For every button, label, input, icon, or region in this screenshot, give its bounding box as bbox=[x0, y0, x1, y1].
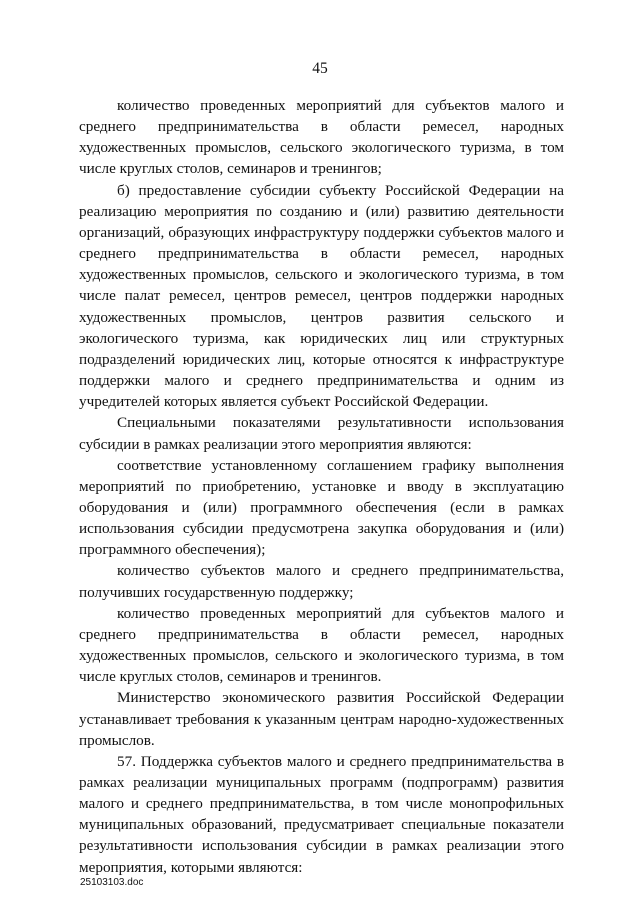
paragraph-4: соответствие установленному соглашением графику выполнения мероприятий по приобретению, установке и вводу в эксплуатацию оборудования и (или) программного обеспечения (если в рамках использования субсидии предусмотрена закупка оборудования и (или) программного обеспечения); bbox=[79, 456, 564, 559]
paragraph-7: Министерство экономического развития Российской Федерации устанавливает требования к указанным центрам народно-художественных промыслов. bbox=[79, 689, 564, 749]
page-number: 45 bbox=[312, 60, 328, 77]
paragraph-5: количество субъектов малого и среднего предпринимательства, получивших государственную поддержку; bbox=[79, 562, 564, 601]
document-body bbox=[79, 95, 564, 878]
footer-filename: 25103103.doc bbox=[80, 877, 144, 888]
paragraph-2: б) предоставление субсидии субъекту Российской Федерации на реализацию мероприятия по созданию и (или) развитию деятельности организаций, образующих инфраструктуру поддержки субъектов малого и среднего предпринимательства в области ремесел, народных художественных промыслов, сельского и экологического туризма, в том числе палат ремесел, центров ремесел, центров поддержки народных художественных промыслов, центров развития сельского и экологического туризма, как юридических лиц или структурных подразделений юридических лиц, которые относятся к инфраструктуре поддержки малого и среднего предпринимательства и одним из учредителей которых является субъект Российской Федерации. bbox=[79, 181, 564, 411]
paragraph-3: Специальными показателями результативности использования субсидии в рамках реализации этого мероприятия являются: bbox=[79, 414, 564, 453]
paragraph-8: 57. Поддержка субъектов малого и среднего предпринимательства в рамках реализации муниципальных программ (подпрограмм) развития малого и среднего предпринимательства, в том числе монопрофильных муниципальных образований, предусматривает специальные показатели результативности использования субсидии в рамках реализации этого мероприятия, которыми являются: bbox=[79, 752, 564, 876]
paragraph-6: количество проведенных мероприятий для субъектов малого и среднего предпринимательства в области ремесел, народных художественных промыслов, сельского и экологического туризма, в том числе круглых столов, семинаров и тренингов. bbox=[79, 604, 564, 686]
paragraph-1: количество проведенных мероприятий для субъектов малого и среднего предпринимательства в области ремесел, народных художественных промыслов, сельского экологического туризма, в том числе круглых столов, семинаров и тренингов; bbox=[79, 97, 564, 178]
